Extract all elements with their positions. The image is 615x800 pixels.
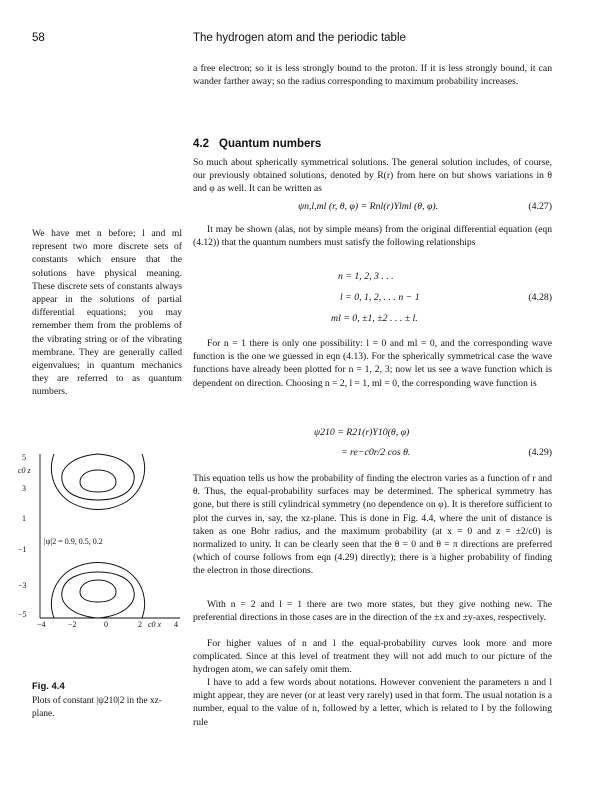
para-6-text: For higher values of n and l the equal-probability curves look more and more complicated. Since at this level of treatment they will not add much to our picture of the hydrogen atom, we can safely omit them. [193,638,552,676]
intro-paragraph [193,62,552,88]
para-5 [193,598,552,624]
equation-4-27: ψn,l,ml (r, θ, φ) = Rnl(r)Ylml (θ, φ). [298,201,439,212]
page-number: 58 [32,32,45,44]
margin-note [32,227,182,399]
equation-4-29-line-2: = re−c0r/2 cos θ. [341,447,411,458]
equation-4-28-number: (4.28) [528,292,552,303]
para-2 [193,223,552,249]
equation-4-28-line-3: ml = 0, ±1, ±2 . . . ± l. [331,313,418,324]
contour-upper-middle [62,454,134,500]
contour-upper-outer [51,454,144,510]
equation-4-29-line-1: ψ210 = R21(r)Y10(θ, φ) [314,427,410,438]
y-tick-1: 1 [22,514,26,523]
contour-level-annotation: |ψ|2 = 0.9, 0.5, 0.2 [44,537,103,546]
para-3 [193,337,552,390]
para-4-text: This equation tells us how the probability of finding the electron varies as a function of r and θ. Thus, the equal-probability surfaces may be determined. The spherical symmetry has gone, but there is still cylindrical symmetry (no dependence on φ). It is therefore sufficient to plot the curves in, say, the xz-plane. This is done in Fig. 4.4, where the unit of distance is taken as one Bohr radius, and the maximum probability (at x = 0 and z = ±2/c0) is normalized to unity. It can be clearly seen that the θ = 0 and θ = π directions are preferred (which of course follows from eqn (4.29) directly); there is a higher probability of finding the electron in those directions. [193,473,552,577]
x-tick-2: 2 [138,620,142,629]
para-5-text: With n = 2 and l = 1 there are two more states, but they give nothing new. The preferential directions in those cases are in the direction of the ±x and ±y-axes, respectively. [193,599,552,624]
y-tick-minus-3: −3 [18,581,27,590]
x-axis-label: c0 x [148,620,162,629]
y-tick-5: 5 [22,453,26,462]
equation-4-29-number: (4.29) [528,447,552,458]
x-tick-4: 4 [174,620,178,629]
z-axis-label: c0 z [18,466,31,475]
contour-lower-inner [80,580,116,602]
para-3-text: For n = 1 there is only one possibility: l = 0 and ml = 0, and the corresponding wave function is the one we guessed in eqn (4.13). For the spherically symmetrical case the wave functions have already been plotted for n = 1, 2, 3; now let us see a wave function which is dependent on direction. Choosing n = 2, l = 1, ml = 0, the corresponding wave function is [193,338,552,389]
equation-4-28-line-1: n = 1, 2, 3 . . . [338,271,394,282]
intro-text: a free electron; so it is less strongly bound to the proton. If it is less strongly bound, it can wander farther away; so the radius corresponding to maximum probability increases. [193,63,552,88]
para-2-text: It may be shown (alas, not by simple means) from the original differential equation (eqn (4.12)) that the quantum numbers must satisfy the following relationships [193,224,552,249]
y-tick-minus-5: −5 [18,610,27,619]
para-6 [193,637,552,677]
x-tick-minus-2: −2 [68,620,77,629]
section-heading [193,138,321,150]
equation-4-27-number: (4.27) [528,201,552,212]
y-tick-3: 3 [22,484,26,493]
y-tick-minus-1: −1 [18,545,27,554]
equation-4-28-line-2: l = 0, 1, 2, . . . n − 1 [340,292,420,303]
para-7-text: I have to add a few words about notations. However convenient the parameters n and l might appear, they are never (or at least very rarely) used in that form. The usual notation is a number, equal to the value of n, followed by a letter, which is related to l by the following rule [193,677,552,728]
figure-caption: Plots of constant |ψ210|2 in the xz-plane. [32,696,162,719]
para-7 [193,676,552,729]
contour-upper-inner [80,470,116,492]
x-tick-0: 0 [104,620,108,629]
contour-lower-outer [51,563,144,619]
contour-lower-middle [62,572,134,618]
running-title: The hydrogen atom and the periodic table [193,32,406,44]
para-1 [193,156,552,196]
para-4 [193,472,552,578]
margin-note-text: We have met n before; l and ml represent two more discrete sets of constants which ensure that the solutions have physical meaning. These discrete sets of constants always appear in the solutions of partial differential equations; you may remember them from the problems of the vibrating string or of the vibrating membrane. They are generally called eigenvalues; in quantum mechanics they are referred to as quantum numbers. [32,228,182,398]
x-tick-minus-4: −4 [37,620,46,629]
para-1-text: So much about spherically symmetrical solutions. The general solution includes, of course, our previously obtained solutions, denoted by R(r) from here on but shows variations in θ and φ as well. It can be written as [193,157,552,195]
section-number: 4.2 [193,138,209,150]
section-title: Quantum numbers [219,138,322,150]
figure-label: Fig. 4.4 [32,681,65,692]
